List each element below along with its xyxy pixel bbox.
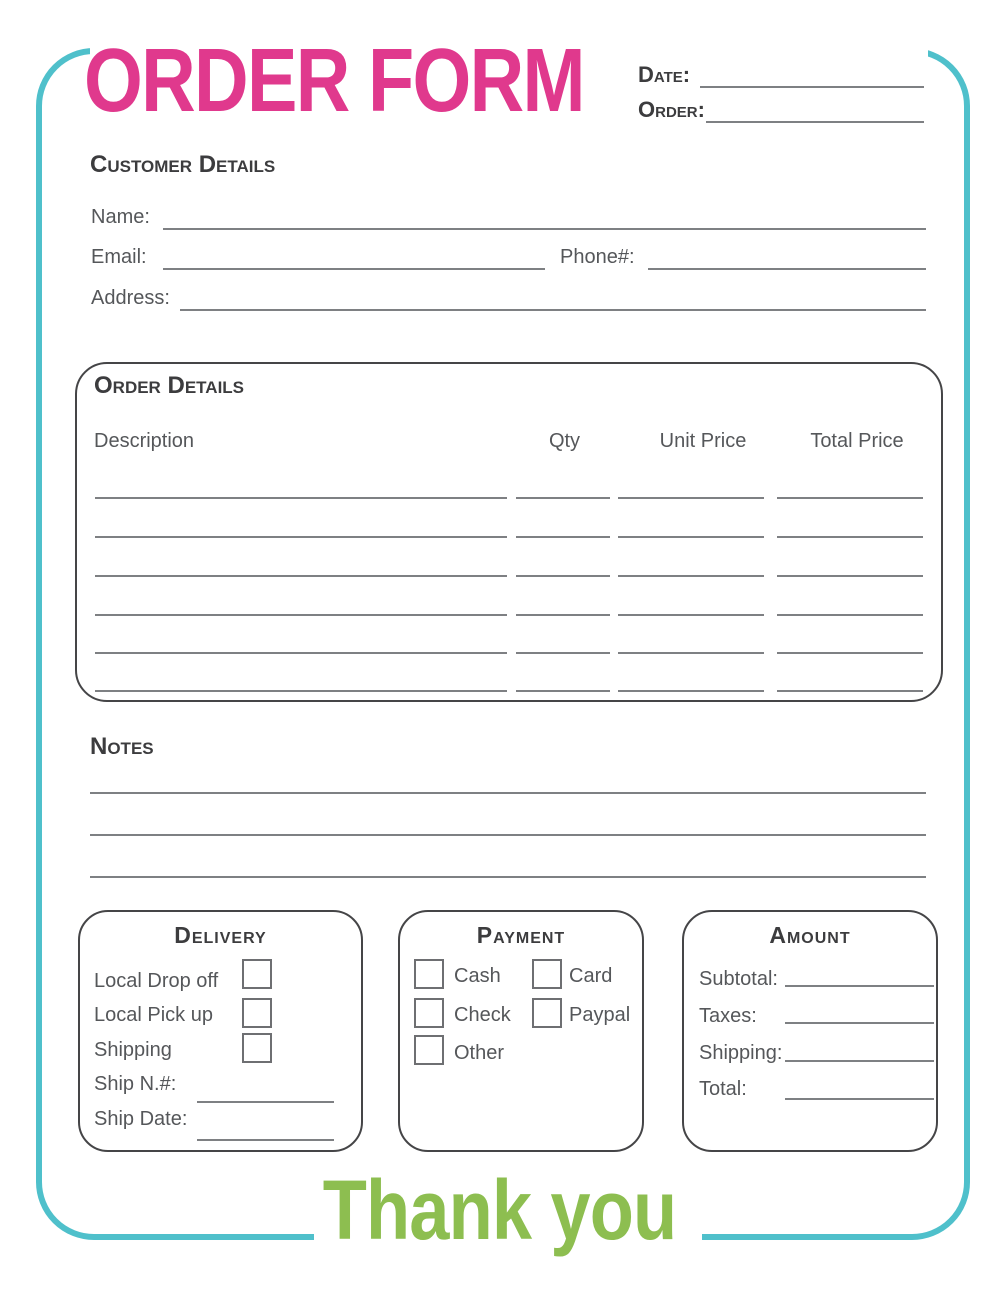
card-checkbox[interactable]	[532, 959, 562, 989]
taxes-label: Taxes:	[699, 1005, 757, 1027]
row6-unit-price-line[interactable]	[618, 690, 764, 692]
row6-total-price-line[interactable]	[777, 690, 923, 692]
subtotal-field-line[interactable]	[785, 985, 934, 987]
row3-unit-price-line[interactable]	[618, 575, 764, 577]
shipping-checkbox[interactable]	[242, 1033, 272, 1063]
phone-field-line[interactable]	[648, 268, 926, 270]
amount-shipping-field-line[interactable]	[785, 1060, 934, 1062]
email-label: Email:	[91, 246, 147, 268]
order-field-line[interactable]	[706, 121, 924, 123]
order-details-heading: Order Details	[94, 372, 245, 399]
row5-unit-price-line[interactable]	[618, 652, 764, 654]
notes-line-1[interactable]	[90, 792, 926, 794]
row2-unit-price-line[interactable]	[618, 536, 764, 538]
amount-heading: Amount	[769, 922, 851, 948]
row3-total-price-line[interactable]	[777, 575, 923, 577]
date-field-line[interactable]	[700, 86, 924, 88]
total-field-line[interactable]	[785, 1098, 934, 1100]
local-drop-off-checkbox[interactable]	[242, 959, 272, 989]
row2-qty-line[interactable]	[516, 536, 610, 538]
row1-total-price-line[interactable]	[777, 497, 923, 499]
amount-shipping-label: Shipping:	[699, 1042, 783, 1064]
footer	[0, 1163, 1000, 1257]
email-field-line[interactable]	[163, 268, 545, 270]
row1-description-line[interactable]	[95, 497, 507, 499]
ship-number-field-line[interactable]	[197, 1101, 334, 1103]
row1-unit-price-line[interactable]	[618, 497, 764, 499]
delivery-heading: Delivery	[174, 922, 267, 948]
card-label: Card	[569, 965, 613, 987]
row3-qty-line[interactable]	[516, 575, 610, 577]
row5-qty-line[interactable]	[516, 652, 610, 654]
ship-date-field-line[interactable]	[197, 1139, 334, 1141]
row4-qty-line[interactable]	[516, 614, 610, 616]
thank-you-text: Thank you	[323, 1163, 677, 1257]
row4-unit-price-line[interactable]	[618, 614, 764, 616]
shipping-option-label: Shipping	[94, 1039, 172, 1061]
column-header-qty: Qty	[548, 430, 581, 452]
row6-description-line[interactable]	[95, 690, 507, 692]
column-header-total-price: Total Price	[810, 430, 904, 452]
paypal-label: Paypal	[569, 1004, 631, 1026]
column-header-description: Description	[94, 430, 195, 452]
address-label: Address:	[91, 287, 170, 309]
ship-number-label: Ship N.#:	[94, 1073, 177, 1095]
order-details-box	[75, 362, 943, 702]
local-pick-up-checkbox[interactable]	[242, 998, 272, 1028]
local-drop-off-label: Local Drop off	[94, 970, 219, 992]
row2-total-price-line[interactable]	[777, 536, 923, 538]
amount-box	[682, 910, 938, 1152]
name-field-line[interactable]	[163, 228, 926, 230]
delivery-box	[78, 910, 363, 1152]
date-label: Date:	[638, 62, 691, 87]
row1-qty-line[interactable]	[516, 497, 610, 499]
notes-heading: Notes	[90, 733, 154, 760]
phone-label: Phone#:	[560, 246, 635, 268]
taxes-field-line[interactable]	[785, 1022, 934, 1024]
subtotal-label: Subtotal:	[699, 968, 778, 990]
row6-qty-line[interactable]	[516, 690, 610, 692]
order-label: Order:	[638, 97, 705, 122]
row5-total-price-line[interactable]	[777, 652, 923, 654]
column-header-unit-price: Unit Price	[659, 430, 747, 452]
page-title: ORDER FORM	[84, 31, 584, 131]
check-label: Check	[454, 1004, 511, 1026]
address-field-line[interactable]	[180, 309, 926, 311]
payment-heading: Payment	[476, 922, 566, 948]
row5-description-line[interactable]	[95, 652, 507, 654]
payment-box	[398, 910, 644, 1152]
name-label: Name:	[91, 206, 150, 228]
other-checkbox[interactable]	[414, 1035, 444, 1065]
local-pick-up-label: Local Pick up	[94, 1004, 213, 1026]
row4-description-line[interactable]	[95, 614, 507, 616]
other-label: Other	[454, 1042, 505, 1064]
customer-details-heading: Customer Details	[90, 151, 276, 178]
row3-description-line[interactable]	[95, 575, 507, 577]
cash-label: Cash	[454, 965, 501, 987]
row2-description-line[interactable]	[95, 536, 507, 538]
ship-date-label: Ship Date:	[94, 1108, 188, 1130]
row4-total-price-line[interactable]	[777, 614, 923, 616]
paypal-checkbox[interactable]	[532, 998, 562, 1028]
notes-line-2[interactable]	[90, 834, 926, 836]
total-label: Total:	[699, 1078, 747, 1100]
notes-line-3[interactable]	[90, 876, 926, 878]
cash-checkbox[interactable]	[414, 959, 444, 989]
check-checkbox[interactable]	[414, 998, 444, 1028]
